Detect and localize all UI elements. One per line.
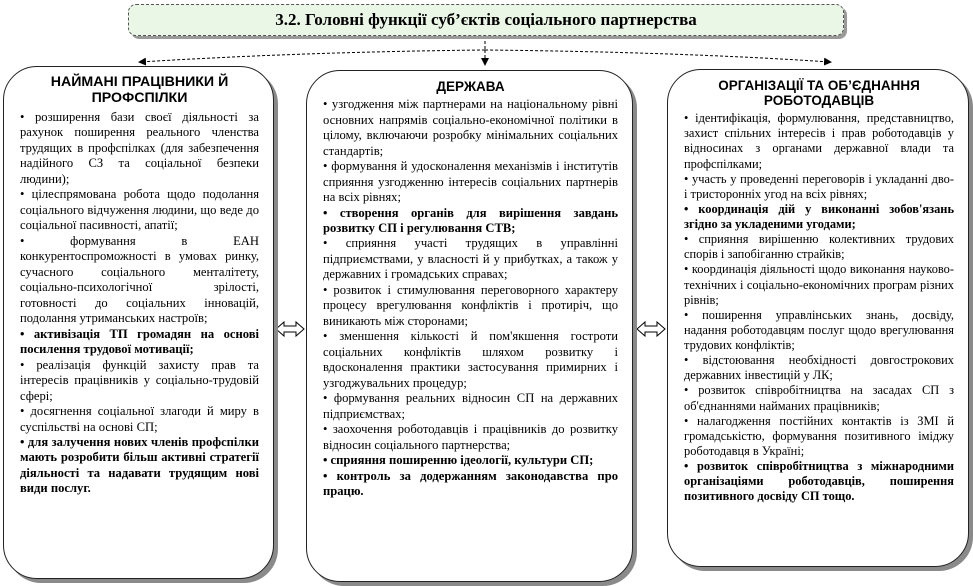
panel-employees-list xyxy=(20,110,259,497)
list-item: • ідентифікація, формулювання, представництво, захист спільних інтересів і прав роботодавців у відносинах з органами державної влади та профспілками; xyxy=(684,111,954,171)
diagram-title xyxy=(128,4,844,36)
list-item: • узгодження між партнерами на національному рівні основних напрямів соціально-економічної політики в цілому, включаючи розробку мінімальних соціальних стандартів; xyxy=(323,97,618,158)
list-item: • заохочення роботодавців і працівників до розвитку відносин соціального партнерства; xyxy=(323,422,618,452)
list-item: • координація діяльності щодо виконання науково-технічних і соціально-економічних програм різних рівнів; xyxy=(684,262,954,307)
list-item: • сприяння поширенню ідеології, культури СП; xyxy=(323,453,594,468)
list-item: • зменшення кількості й пом'якшення гостроти соціальних конфліктів шляхом розвитку і вдосконалення практики застосування примирних і узгоджувальних процедур; xyxy=(323,329,618,390)
list-item: • досягнення соціальної злагоди й миру в суспільстві на основі СП; xyxy=(20,404,259,434)
panel-employers xyxy=(667,69,969,567)
list-item: • активізація ТП громадян на основі посилення трудової мотивації; xyxy=(20,326,259,357)
panel-state-heading: ДЕРЖАВА xyxy=(436,79,505,94)
list-item: • цілеспрямована робота щодо подолання соціального відчуження людини, що веде до соціальної пасивності, апатії; xyxy=(20,187,259,233)
list-item: • розвиток співробітництва на засадах СП з об'єднаннями найманих працівників; xyxy=(684,383,954,413)
list-item: • відстоювання необхідності довгострокових державних інвестицій у ЛК; xyxy=(684,353,954,383)
arrow-to-employers xyxy=(485,50,830,62)
list-item: • розвиток і стимулювання переговорного характеру процесу врегулювання конфліктів і протиріч, що виникають між сторонами; xyxy=(323,282,618,328)
double-arrow-left xyxy=(276,322,304,336)
panel-state xyxy=(306,70,633,582)
list-item: • сприяння вирішенню колективних трудових спорів і запобіганню страйків; xyxy=(684,232,954,262)
double-arrow-right xyxy=(637,322,665,336)
list-item: • реалізація функцій захисту прав та інтересів працівників у соціально-трудовій сфері; xyxy=(20,357,259,403)
list-item: • поширення управлінських знань, досвіду, надання роботодавцям послуг щодо врегулювання трудових конфліктів; xyxy=(684,307,954,353)
panel-employers-list xyxy=(684,111,954,504)
list-item: • координація дій у виконанні зобов'язань згідно за укладеними угодами; xyxy=(684,201,954,232)
diagram-title-text: 3.2. Головні функції суб’єктів соціального партнерства xyxy=(275,10,697,29)
arrow-to-employees xyxy=(140,50,485,62)
list-item: • для залучення нових членів профспілки мають розробити більш активні стратегії діяльності та надавати трудящим нові види послуг. xyxy=(20,434,259,496)
list-item: • формування в ЕАН конкурентоспроможності в умовах ринку, сучасного соціального менталітету, соціально-психологічної зрілості, готовності до соціальних інновацій, подолання утриманських настроїв; xyxy=(20,233,259,326)
list-item: • участь у проведенні переговорів і укладанні дво- і тристоронніх угод на всіх рівнях; xyxy=(684,171,954,201)
panel-employees-heading: НАЙМАНІ ПРАЦІВНИКИ Й ПРОФСПІЛКИ xyxy=(50,74,229,106)
panel-state-list xyxy=(323,97,618,500)
list-item: • розширення бази своєї діяльності за рахунок поширення реального членства трудящих в профспілках (для забезпечення надійного СЗ та соціальної безпеки людини); xyxy=(20,109,259,186)
list-item: • створення органів для вирішення завдань розвитку СП і регулювання СТВ; xyxy=(323,205,618,235)
panel-employees-unions xyxy=(3,66,274,579)
list-item: • формування й удосконалення механізмів і інститутів сприяння узгодженню інтересів соціальних партнерів на всіх рівнях; xyxy=(323,159,618,205)
list-item: • формування реальних відносин СП на державних підприємствах; xyxy=(323,391,618,421)
list-item: • сприяння участі трудящих в управлінні підприємствами, у власності й у прибутках, а також у державних і громадських справах; xyxy=(323,236,618,282)
list-item: • налагодження постійних контактів із ЗМІ й громадськістю, формування позитивного іміджу роботодавця в Україні; xyxy=(684,413,954,458)
panel-employers-heading: ОРГАНІЗАЦІЇ ТА ОБ’ЄДНАННЯ РОБОТОДАВЦІВ xyxy=(718,78,920,109)
list-item: • розвиток співробітництва з міжнародними організаціями роботодавців, поширення позитивного досвіду СП тощо. xyxy=(684,459,954,504)
list-item: • контроль за додержанням законодавства про працю. xyxy=(323,468,618,499)
